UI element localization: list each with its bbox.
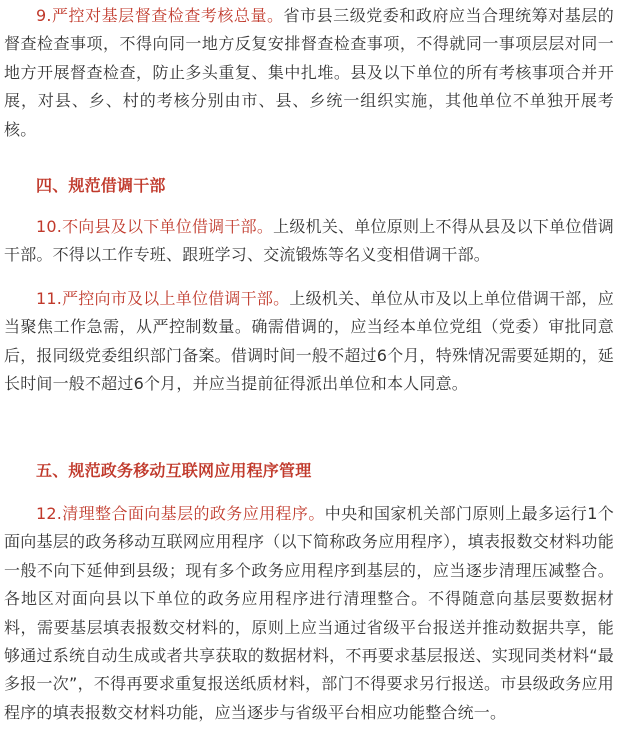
section-heading-4: 四、规范借调干部 bbox=[36, 176, 166, 195]
paragraph-12 bbox=[4, 500, 614, 727]
paragraph-9-body: 省市县三级党委和政府应当合理统筹对基层的督查检查事项，不得向同一地方反复安排督查检查事项，不得就同一事项层层对同一地方开展督查检查，防止多头重复、集中扎堆。县及以下单位的所有考核事项合并开展，对县、乡、村的考核分别由市、县、乡统一组织实施，其他单位不单独开展考核。 bbox=[4, 6, 614, 139]
section-heading-5: 五、规范政务移动互联网应用程序管理 bbox=[36, 461, 312, 480]
paragraph-11 bbox=[4, 285, 614, 399]
paragraph-10 bbox=[4, 213, 614, 270]
paragraph-12-body: 中央和国家机关部门原则上最多运行1个面向基层的政务移动互联网应用程序（以下简称政务应用程序），填表报数交材料功能一般不向下延伸到县级；现有多个政务应用程序到基层的，应当逐步清理压减整合。各地区对面向县以下单位的政务应用程序进行清理整合。不得随意向基层要数据材料，需要基层填表报数交材料的，原则上应当通过省级平台报送并推动数据共享，能够通过系统自动生成或者共享获取的数据材料，不再要求基层报送、实现同类材料“最多报一次”，不得再要求重复报送纸质材料，部门不得要求另行报送。市县级政务应用程序的填表报数交材料功能，应当逐步与省级平台相应功能整合统一。 bbox=[4, 504, 614, 722]
paragraph-9-lead: 9.严控对基层督查检查考核总量。 bbox=[36, 6, 284, 25]
paragraph-10-lead: 10.不向县及以下单位借调干部。 bbox=[36, 217, 274, 236]
paragraph-10-body: 上级机关、单位原则上不得从县及以下单位借调干部。不得以工作专班、跟班学习、交流锻炼等名义变相借调干部。 bbox=[4, 217, 614, 265]
paragraph-9 bbox=[4, 2, 614, 144]
paragraph-12-lead: 12.清理整合面向基层的政务应用程序。 bbox=[36, 504, 325, 523]
paragraph-11-body: 上级机关、单位从市及以上单位借调干部，应当聚焦工作急需，从严控制数量。确需借调的，应当经本单位党组（党委）审批同意后，报同级党委组织部门备案。借调时间一般不超过6个月，特殊情况需要延期的，延长时间一般不超过6个月，并应当提前征得派出单位和本人同意。 bbox=[4, 289, 614, 394]
paragraph-11-lead: 11.严控向市及以上单位借调干部。 bbox=[36, 289, 290, 308]
